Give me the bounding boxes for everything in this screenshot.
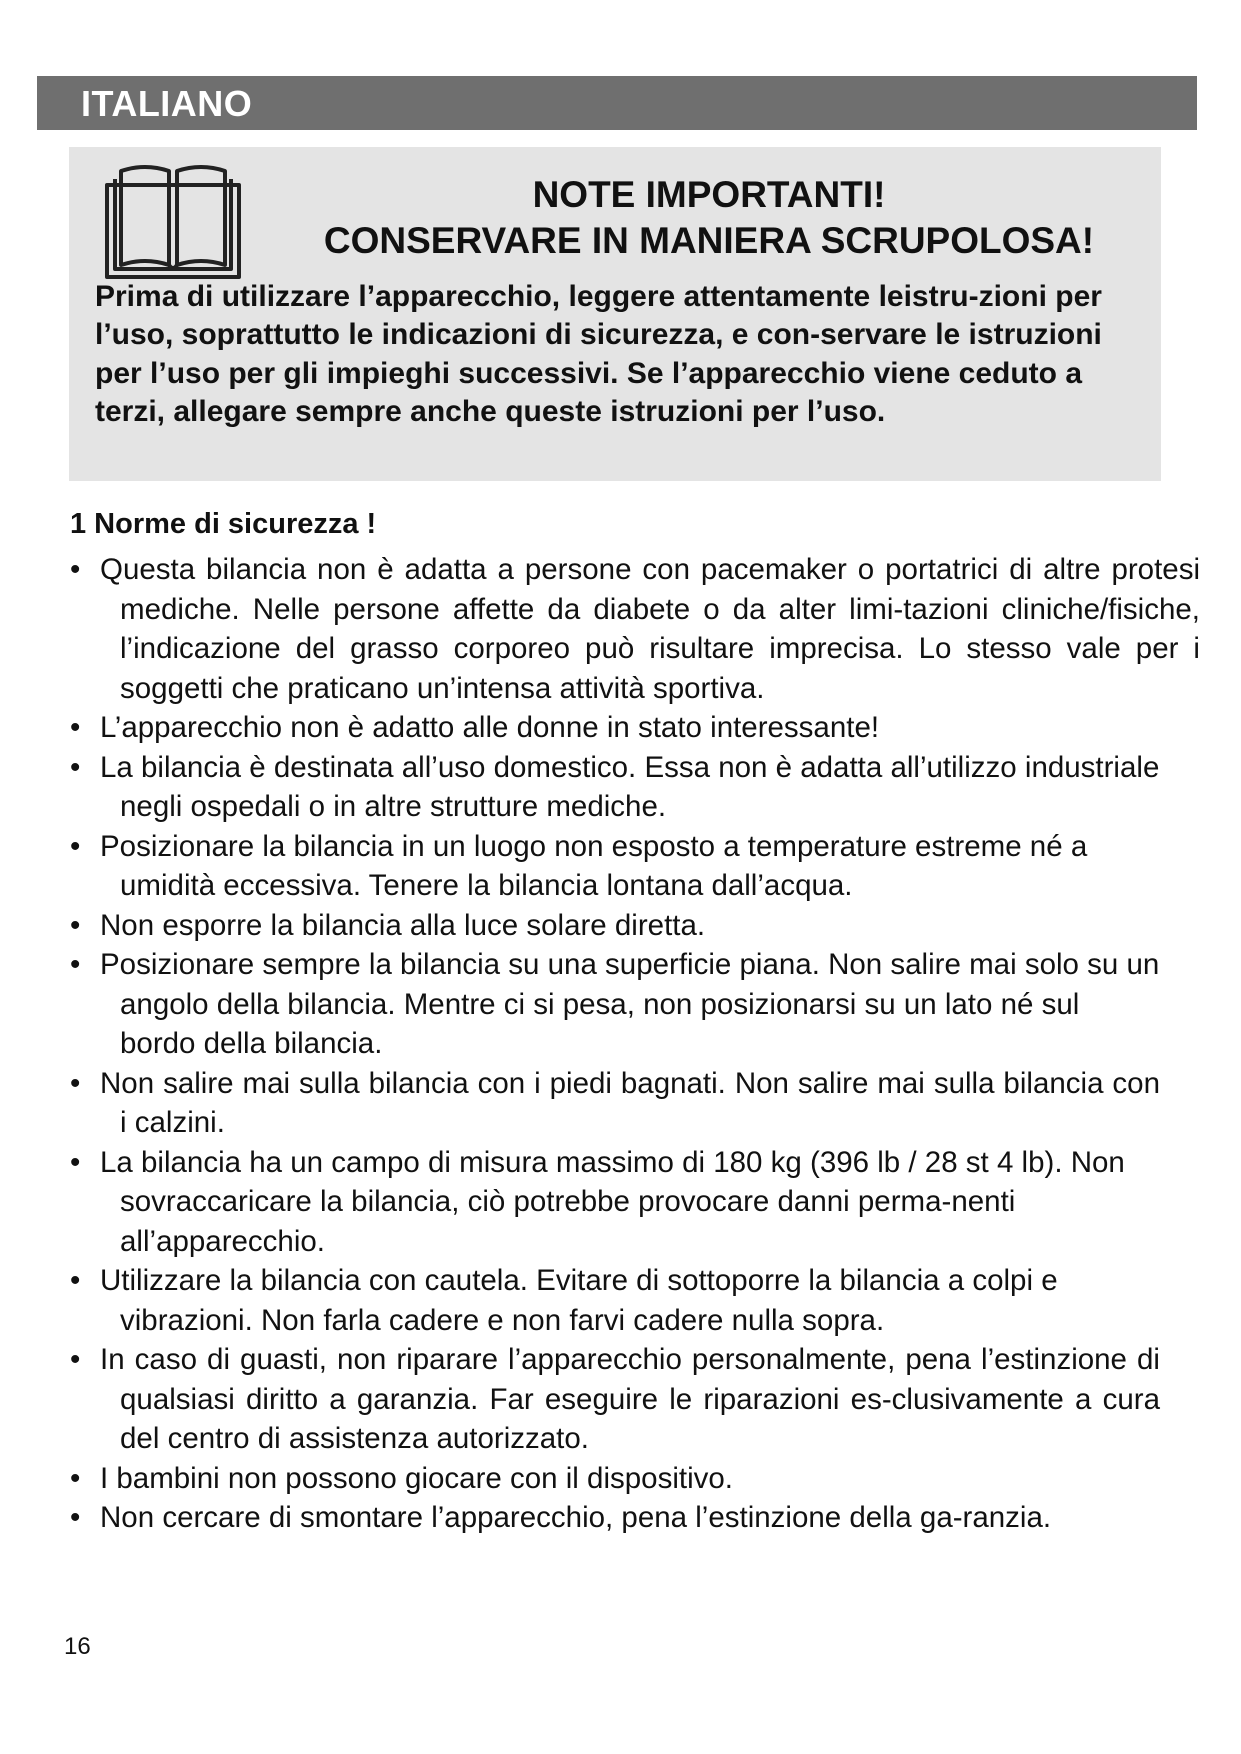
section-heading: 1 Norme di sicurezza ! — [70, 508, 377, 540]
bullet-icon: • — [70, 1066, 81, 1100]
list-item: • L’apparecchio non è adatto alle donne in stato interessante! — [70, 708, 1160, 748]
language-header: ITALIANO — [37, 76, 1197, 130]
safety-list — [70, 550, 1200, 1538]
notice-title-line1: NOTE IMPORTANTI! — [532, 174, 886, 215]
list-item: • Posizionare la bilancia in un luogo non esposto a temperature estreme né a umidità eccessiva. Tenere la bilancia lontana dall’acqua. — [70, 827, 1160, 906]
list-item: • Questa bilancia non è adatta a persone con pacemaker o portatrici di altre protesi mediche. Nelle persone affette da diabete o da alter limi-tazioni cliniche/fisiche, l’indicazione del grasso corporeo può risultare imprecisa. Lo stesso vale per i soggetti che praticano un’intensa attività sportiva. — [70, 550, 1200, 708]
list-item: • I bambini non possono giocare con il dispositivo. — [70, 1459, 1160, 1499]
bullet-icon: • — [70, 948, 81, 981]
list-item: • Non cercare di smontare l’apparecchio, pena l’estinzione della ga-ranzia. — [70, 1498, 1160, 1538]
bullet-icon: • — [70, 829, 81, 863]
bullet-icon: • — [70, 1145, 81, 1179]
list-item: • In caso di guasti, non riparare l’apparecchio personalmente, pena l’estinzione di qualsiasi diritto a garanzia. Far eseguire le riparazioni es-clusivamente a cura del centro di assistenza autorizzato. — [70, 1340, 1160, 1459]
bullet-icon: • — [70, 750, 81, 784]
bullet-icon: • — [70, 1343, 81, 1376]
page-number: 16 — [64, 1633, 91, 1660]
list-item: • La bilancia ha un campo di misura massimo di 180 kg (396 lb / 28 st 4 lb). Non sovraccaricare la bilancia, ciò potrebbe provocare danni perma-nenti all’apparecchio. — [70, 1143, 1160, 1262]
list-item: • La bilancia è destinata all’uso domestico. Essa non è adatta all’utilizzo industriale negli ospedali o in altre strutture mediche. — [70, 748, 1160, 827]
important-notice-box — [69, 147, 1161, 481]
notice-title-line2: CONSERVARE IN MANIERA SCRUPOLOSA! — [323, 220, 1095, 261]
open-book-icon — [101, 157, 245, 283]
bullet-icon: • — [70, 1461, 81, 1495]
bullet-icon: • — [70, 553, 81, 586]
bullet-icon: • — [70, 1501, 81, 1534]
list-item: • Utilizzare la bilancia con cautela. Evitare di sottoporre la bilancia a colpi e vibrazioni. Non farla cadere e non farvi cadere nulla sopra. — [70, 1261, 1160, 1340]
bullet-icon: • — [70, 1264, 81, 1297]
notice-body: Prima di utilizzare l’apparecchio, leggere attentamente leistru-zioni per l’uso, soprattutto le indicazioni di sicurezza, e con-servare le istruzioni per l’uso per gli impieghi successivi. Se l’apparecchio viene ceduto a terzi, allegare sempre anche queste istruzioni per l’uso. — [95, 280, 1102, 429]
list-item: • Posizionare sempre la bilancia su una superficie piana. Non salire mai solo su un angolo della bilancia. Mentre ci si pesa, non posizionarsi su un lato né sul bordo della bilancia. — [70, 945, 1160, 1064]
bullet-icon: • — [70, 711, 81, 744]
bullet-icon: • — [70, 908, 81, 942]
list-item: • Non salire mai sulla bilancia con i piedi bagnati. Non salire mai sulla bilancia con i calzini. — [70, 1064, 1160, 1143]
list-item: • Non esporre la bilancia alla luce solare diretta. — [70, 906, 1160, 946]
